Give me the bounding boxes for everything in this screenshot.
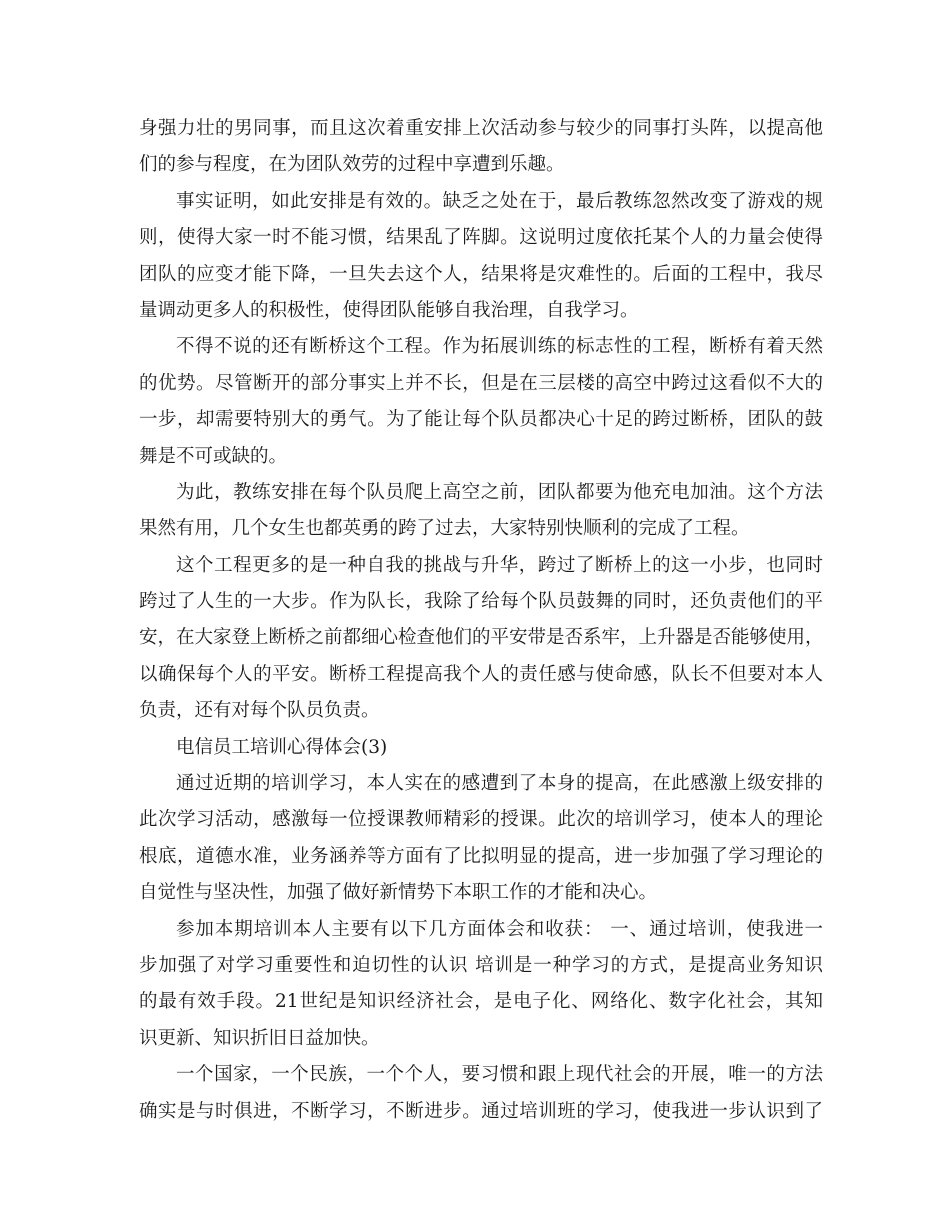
text-line: 团队的应变才能下降，一旦失去这个人，结果将是灾难性的。后面的工程中，我尽 — [139, 263, 823, 285]
text-line: 为此，教练安排在每个队员爬上高空之前，团队都要为他充电加油。这个方法 — [176, 481, 823, 503]
text-line: 们的参与程度，在为团队效劳的过程中享遭到乐趣。 — [139, 154, 565, 176]
text-line: 跨过了人生的一大步。作为队长，我除了给每个队员鼓舞的同时，还负责他们的平 — [139, 591, 823, 613]
text-line: 步加强了对学习重要性和迫切性的认识 培训是一种学习的方式，是提高业务知识 — [139, 954, 823, 976]
text-line: 一个国家，一个民族，一个个人，要习惯和跟上现代社会的开展，唯一的方法 — [176, 1064, 823, 1086]
document-body — [139, 111, 823, 1130]
text-line: 身强力壮的男同事，而且这次着重安排上次活动参与较少的同事打头阵，以提高他 — [139, 118, 823, 139]
text-line: 安，在大家登上断桥之前都细心检查他们的平安带是否系牢，上升器是否能够使用， — [139, 627, 824, 649]
text-line: 果然有用，几个女生也都英勇的跨了过去，大家特别快顺利的完成了工程。 — [139, 518, 750, 540]
text-line: 确实是与时俱进，不断学习，不断进步。通过培训班的学习，使我进一步认识到了 — [139, 1100, 823, 1122]
text-line: 以确保每个人的平安。断桥工程提高我个人的责任感与使命感，队长不但要对本人 — [139, 663, 823, 685]
text-line: 则，使得大家一时不能习惯，结果乱了阵脚。这说明过度依托某个人的力量会使得 — [139, 227, 823, 249]
text-line: 通过近期的培训学习，本人实在的感遭到了本身的提高，在此感激上级安排的 — [176, 773, 823, 795]
text-line: 电信员工培训心得体会(3) — [176, 736, 388, 758]
text-line: 此次学习活动，感激每一位授课教师精彩的授课。此次的培训学习，使本人的理论 — [139, 809, 823, 831]
text-line: 不得不说的还有断桥这个工程。作为拓展训练的标志性的工程，断桥有着天然 — [176, 336, 823, 358]
text-line: 负责，还有对每个队员负责。 — [139, 700, 380, 722]
text-line: 的最有效手段。21世纪是知识经济社会，是电子化、网络化、数字化社会，其知 — [139, 991, 823, 1013]
text-line: 舞是不可或缺的。 — [139, 445, 288, 467]
text-line: 根底，道德水准，业务涵养等方面有了比拟明显的提高，进一步加强了学习理论的 — [139, 845, 823, 867]
text-line: 的优势。尽管断开的部分事实上并不长，但是在三层楼的高空中跨过这看似不大的 — [139, 372, 823, 394]
text-line: 量调动更多人的积极性，使得团队能够自我治理，自我学习。 — [139, 299, 639, 321]
text-line: 参加本期培训本人主要有以下几方面体会和收获： 一、通过培训，使我进一 — [176, 918, 823, 940]
text-line: 事实证明，如此安排是有效的。缺乏之处在于，最后教练忽然改变了游戏的规 — [176, 190, 823, 212]
text-line: 识更新、知识折旧日益加快。 — [139, 1027, 380, 1049]
text-line: 这个工程更多的是一种自我的挑战与升华，跨过了断桥上的这一小步，也同时 — [176, 554, 823, 576]
text-line: 自觉性与坚决性，加强了做好新情势下本职工作的才能和决心。 — [139, 882, 658, 904]
text-line: 一步，却需要特别大的勇气。为了能让每个队员都决心十足的跨过断桥，团队的鼓 — [139, 409, 823, 431]
